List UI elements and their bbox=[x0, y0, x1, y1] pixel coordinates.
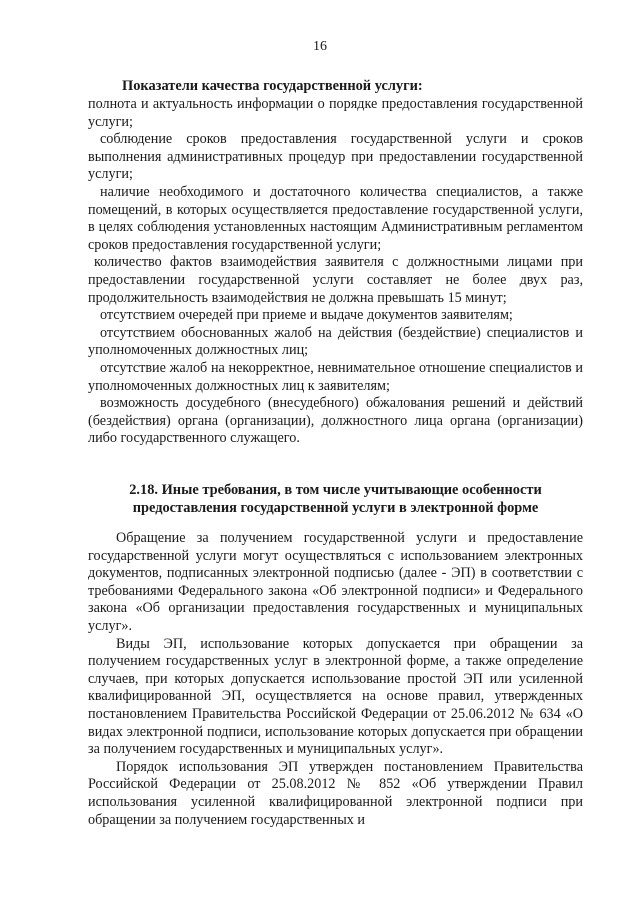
section-heading-line: 2.18. Иные требования, в том числе учитывающие особенности bbox=[129, 482, 542, 498]
quality-list bbox=[88, 96, 583, 448]
quality-item: отсутствием очередей при приеме и выдаче документов заявителям; bbox=[100, 307, 513, 324]
section-body bbox=[88, 530, 583, 829]
quality-item: отсутствием обоснованных жалоб на действия (бездействие) специалистов и уполномоченных должностных лиц; bbox=[88, 324, 583, 359]
body-paragraph: Обращение за получением государственной услуги и предоставление государственной услуги могут осуществляться с использованием электронных документов, подписанных электронной подписью (далее - ЭП) в соответствии с требованиями Федерального закона «Об электронной подписи» и Федерального закона «Об организации предоставления государственных и муниципальных услуг». bbox=[88, 530, 583, 634]
body-paragraph: Виды ЭП, использование которых допускается при обращении за получением государственных услуг в электронной форме, а также определение случаев, при которых допускается использование простой ЭП или усиленной квалифицированной ЭП, осуществляется на основе правил, утвержденных постановлением Правительства Российской Федерации от 25.06.2012 № 634 «О видах электронной подписи, использование которых допускается при обращении за получением государственных и муниципальных услуг». bbox=[88, 635, 583, 758]
quality-item: наличие необходимого и достаточного количества специалистов, а также помещений, в которых осуществляется предоставление государственной услуги, в целях соблюдения установленных настоящим Административным регламентом сроков предоставления государственной услуги; bbox=[88, 183, 583, 253]
quality-item: полнота и актуальность информации о порядке предоставления государственной услуги; bbox=[88, 96, 583, 130]
body-paragraph: Порядок использования ЭП утвержден постановлением Правительства Российской Федерации от 25.08.2012 № 852 «Об утверждении Правил использования усиленной квалифицированной электронной подписи при обращении за получением государственных и bbox=[88, 758, 583, 828]
quality-heading: Показатели качества государственной услуги: bbox=[122, 78, 423, 94]
quality-item: соблюдение сроков предоставления государственной услуги и сроков выполнения административных процедур при предоставлении государственной услуги; bbox=[88, 131, 583, 183]
quality-item: возможность досудебного (внесудебного) обжалования решений и действий (бездействия) органа (организации), должностного лица органа (организации) либо государственного служащего. bbox=[88, 395, 583, 447]
section-heading-line: предоставления государственной услуги в электронной форме bbox=[132, 500, 539, 516]
quality-item: отсутствие жалоб на некорректное, невнимательное отношение специалистов и уполномоченных должностных лиц к заявителям; bbox=[88, 359, 583, 394]
page-number: 16 bbox=[313, 39, 327, 54]
quality-item: количество фактов взаимодействия заявителя с должностными лицами при предоставлении государственной услуги составляет не более двух раз, продолжительность взаимодействия не должна превышать 15 минут; bbox=[88, 254, 583, 306]
section-heading bbox=[88, 481, 583, 517]
